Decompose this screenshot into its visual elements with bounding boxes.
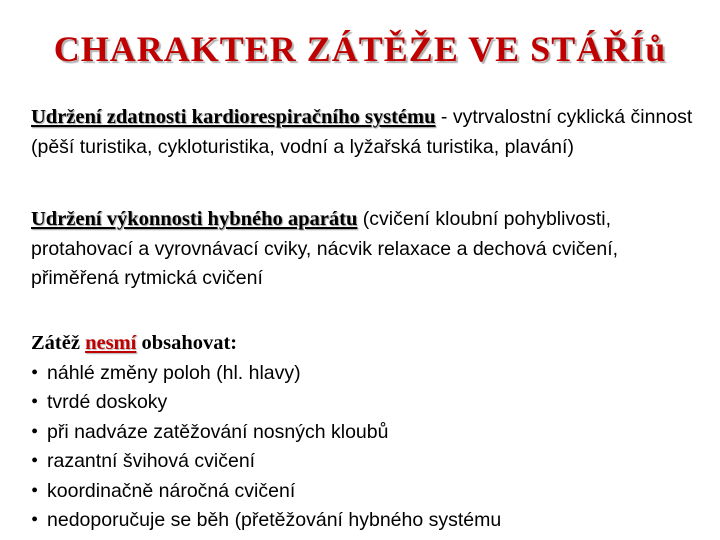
restrictions-lead-emphasis: nesmí: [85, 332, 137, 354]
paragraph-motor-text: (cvičení kloubní pohyblivosti, protahovací a vyrovnávací cviky, nácvik relaxace a dechová cvičení, přiměřená rytmická cvičení: [31, 208, 619, 289]
list-item: [31, 477, 711, 507]
paragraph-motor: [31, 205, 711, 294]
list-item: [31, 388, 711, 418]
restrictions-lead: [31, 329, 711, 359]
bullet: •: [31, 361, 39, 384]
bullet: •: [31, 479, 39, 502]
list-item-text: nedoporučuje se běh (přetěžování hybného systému: [47, 509, 502, 531]
restrictions-list: [31, 359, 711, 536]
paragraph-cardio: [31, 103, 711, 162]
list-item: [31, 418, 711, 448]
bullet: •: [31, 420, 39, 443]
paragraph-cardio-text: - vytrvalostní cyklická činnost (pěší turistika, cykloturistika, vodní a lyžařská turistika, plavání): [31, 106, 693, 158]
slide-title: CHARAKTER ZÁTĚŽE VE STÁŘÍů: [53, 29, 667, 69]
restrictions-lead-end: obsahovat:: [136, 332, 238, 354]
list-item-text: náhlé změny poloh (hl. hlavy): [47, 361, 301, 384]
bullet: •: [31, 450, 39, 472]
list-item: [31, 447, 711, 477]
list-item-text: tvrdé doskoky: [47, 391, 168, 413]
list-item: [31, 506, 711, 536]
restrictions-section: [31, 329, 711, 536]
bullet: •: [31, 391, 39, 413]
bullet: •: [31, 509, 39, 531]
list-item-text: koordinačně náročná cvičení: [47, 479, 296, 502]
paragraph-motor-heading: Udržení výkonnosti hybného aparátu: [31, 208, 358, 230]
paragraph-cardio-heading: Udržení zdatnosti kardiorespiračního systému: [31, 106, 436, 128]
list-item-text: razantní švihová cvičení: [47, 450, 256, 472]
list-item: [31, 359, 711, 389]
restrictions-lead-start: Zátěž: [31, 332, 86, 354]
list-item-text: při nadváze zatěžování nosných kloubů: [47, 420, 389, 443]
